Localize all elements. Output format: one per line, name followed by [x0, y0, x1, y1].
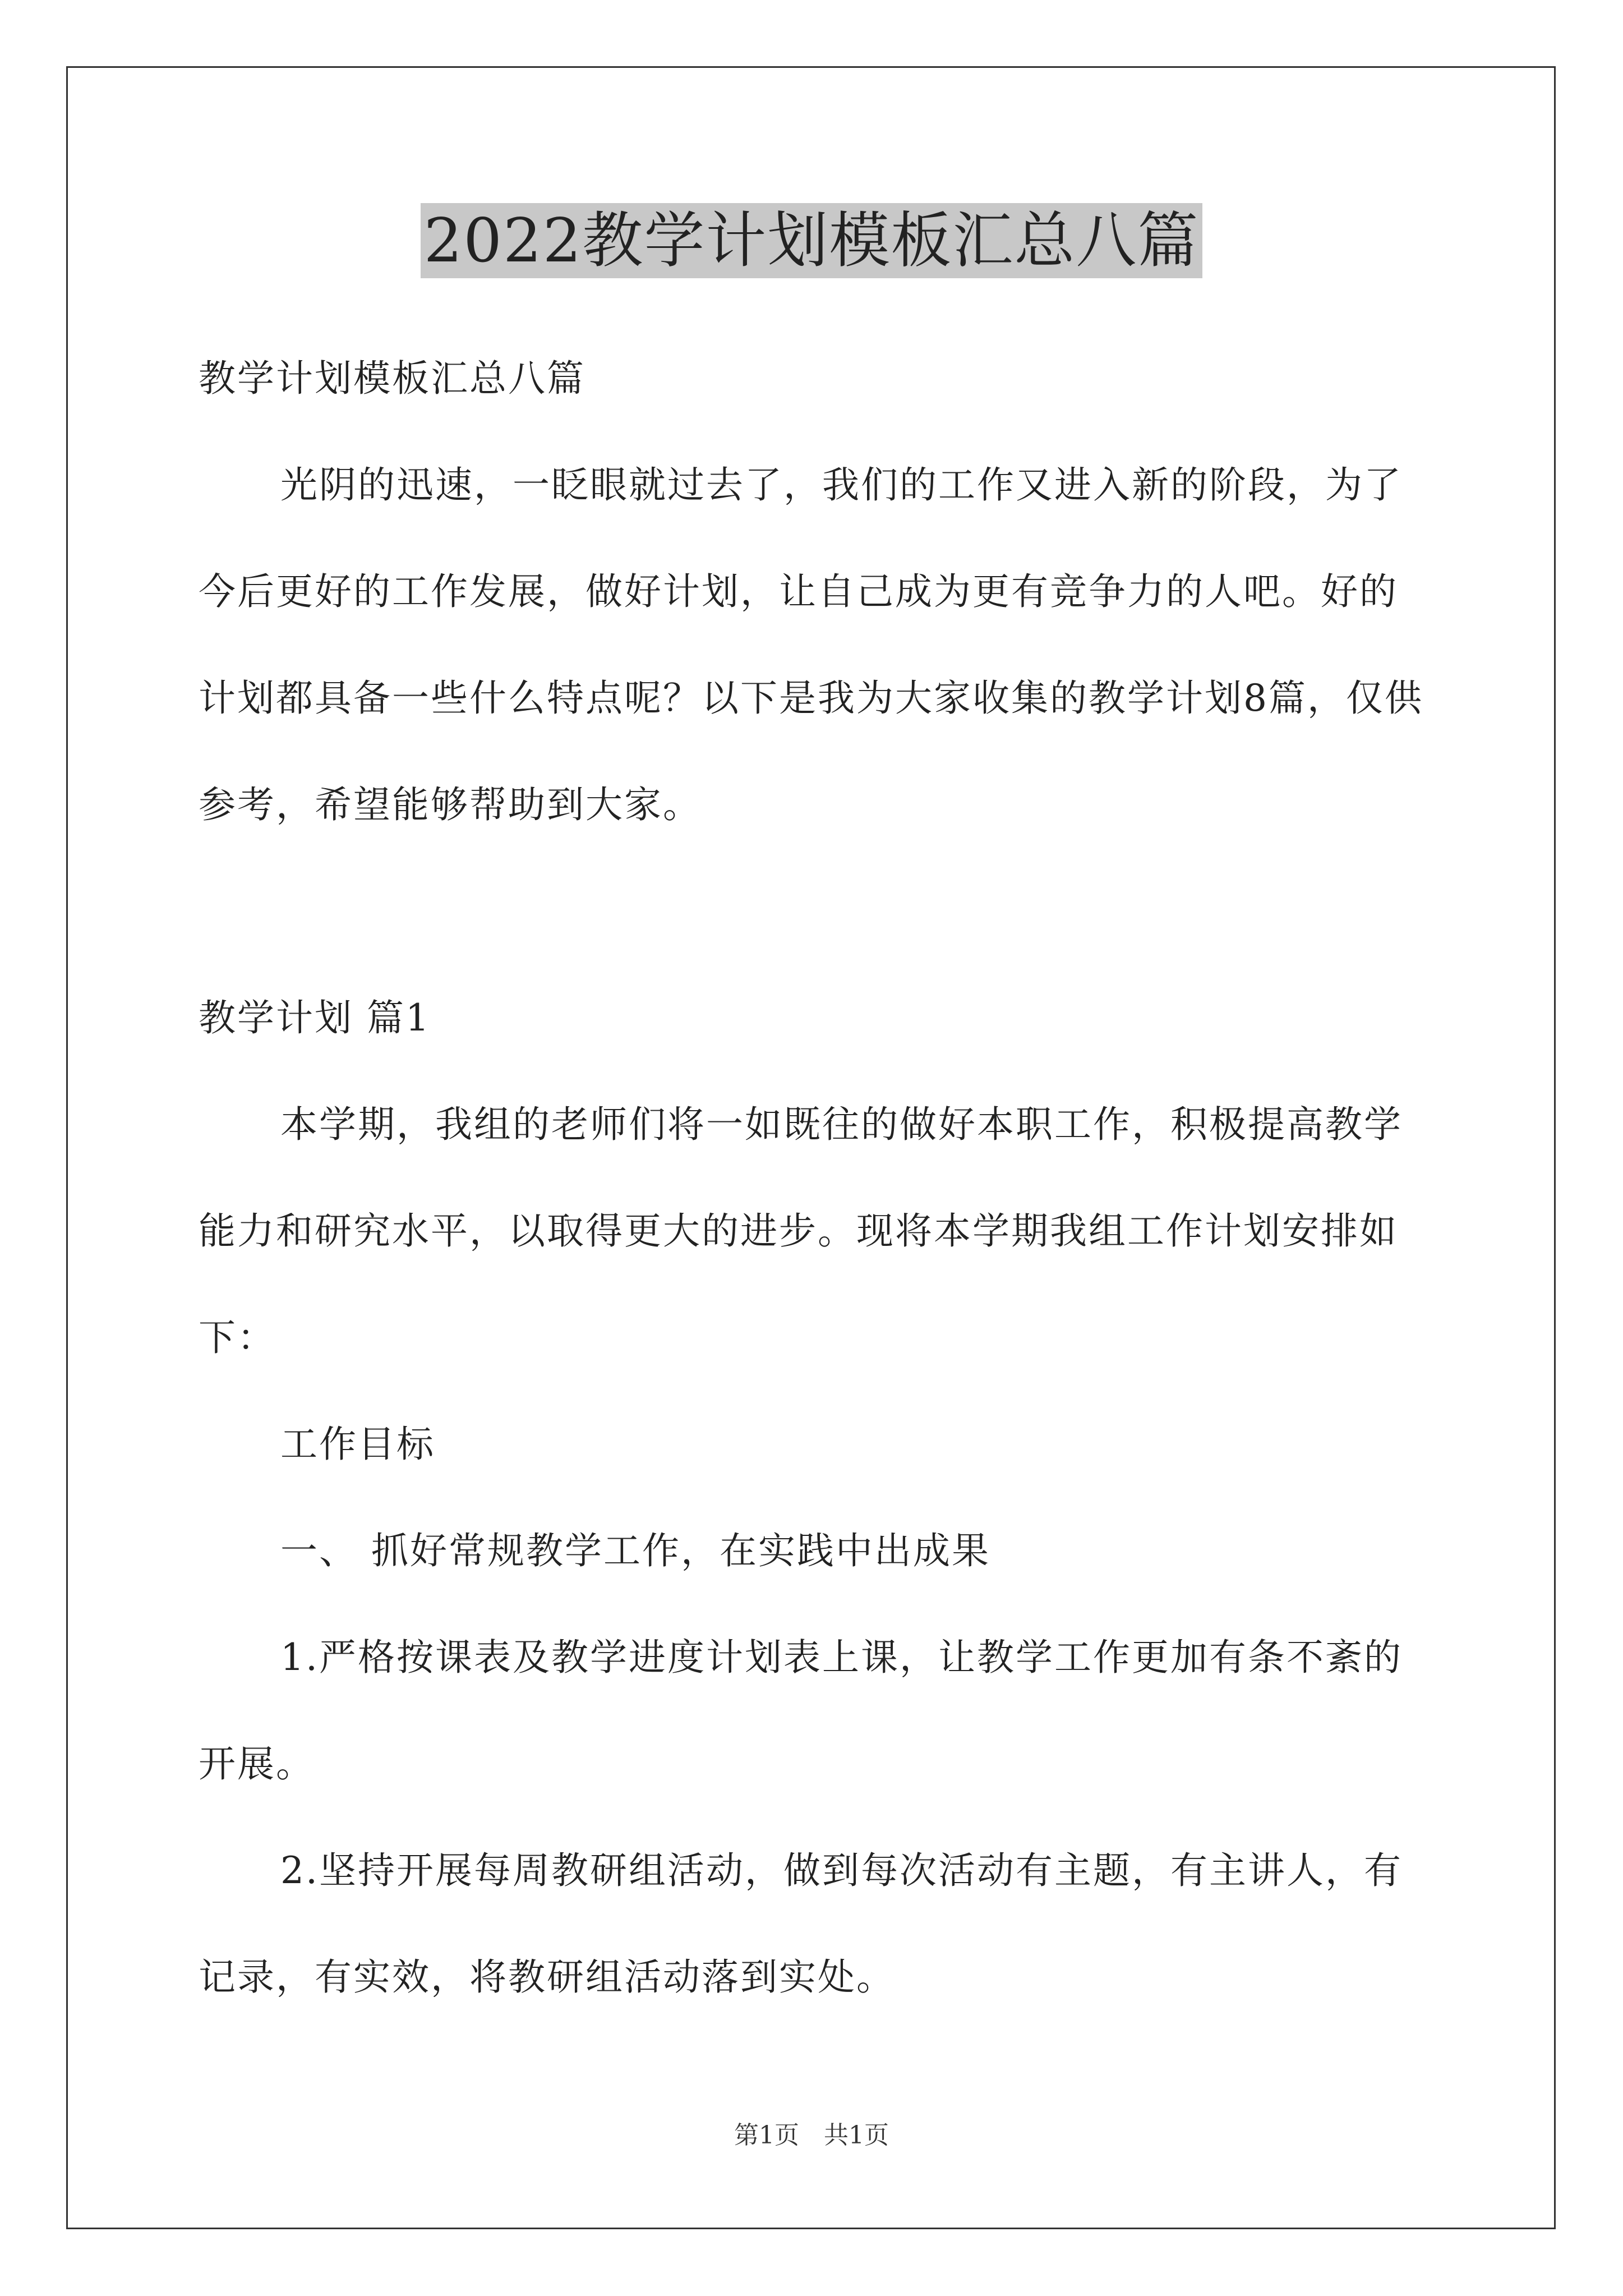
page-footer: [0, 2123, 1623, 2148]
intro-subtitle-block: [199, 325, 1427, 432]
body-paragraph: 2.坚持开展每周教研组活动，做到每次活动有主题，有主讲人，有记录，有实效，将教研组活动落到实处。: [199, 1849, 1403, 1999]
section-1-block: [199, 965, 1427, 2031]
body-paragraph: 一、 抓好常规教学工作，在实践中出成果: [280, 1529, 990, 1572]
document-title-text: 2022教学计划模板汇总八篇: [421, 203, 1203, 278]
body-paragraph: 1.严格按课表及教学进度计划表上课，让教学工作更加有条不紊的开展。: [199, 1636, 1403, 1786]
intro-paragraph-block: [199, 432, 1427, 858]
page-number: 第1页 共1页: [734, 2121, 889, 2150]
intro-paragraph: 光阴的迅速，一眨眼就过去了，我们的工作又进入新的阶段，为了今后更好的工作发展，做好计划，让自己成为更有竞争力的人吧。好的计划都具备一些什么特点呢？以下是我为大家收集的教学计划8篇，仅供参考，希望能够帮助到大家。: [199, 463, 1423, 826]
document-title: [0, 203, 1623, 278]
section-heading: 教学计划 篇1: [199, 996, 431, 1039]
intro-subtitle: 教学计划模板汇总八篇: [199, 357, 585, 400]
body-paragraph: 本学期，我组的老师们将一如既往的做好本职工作，积极提高教学能力和研究水平，以取得更大的进步。现将本学期我组工作计划安排如下：: [199, 1103, 1403, 1359]
body-paragraph: 工作目标: [280, 1423, 435, 1466]
